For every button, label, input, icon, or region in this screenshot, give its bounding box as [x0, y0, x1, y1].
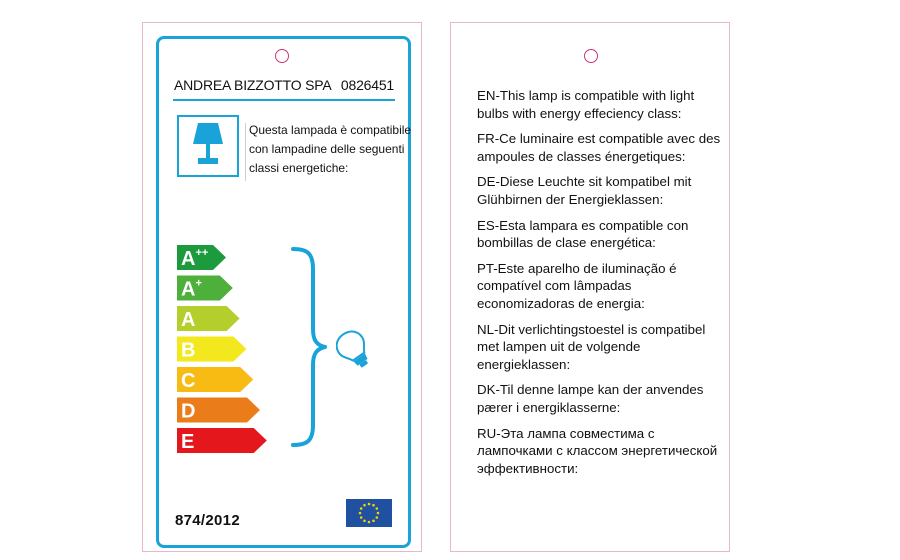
energy-class-label: D	[181, 400, 196, 423]
statement-dk: DK-Til denne lampe kan der anvendes pærer i energiklasserne:	[477, 382, 704, 415]
energy-class-label: A	[181, 309, 196, 331]
statement-ru: RU-Эта лампа совместима с лампочками с классом энергетической эффективности:	[477, 425, 718, 476]
energy-class-label: A++	[181, 247, 209, 270]
statement-de: DE-Diese Leuchte sit kompatibel mit Glühbirnen der Energieklassen:	[477, 174, 692, 207]
regulation-number: 874/2012	[175, 512, 240, 529]
compatibility-text: Questa lampada è compatibile con lampadine delle seguenti classi energetiche:	[249, 123, 412, 175]
energy-class-arrow	[177, 367, 253, 392]
eu-flag-icon	[346, 499, 392, 527]
statement-nl: NL-Dit verlichtingstoestel is compatibel met lampen uit de volgende energieklassen:	[477, 321, 706, 372]
header-divider	[173, 99, 395, 101]
energy-class-arrow	[177, 428, 267, 453]
bracket-icon	[289, 245, 329, 454]
energy-class-arrow	[177, 306, 240, 331]
energy-class-arrow	[177, 276, 233, 301]
energy-class-label: E	[181, 431, 195, 453]
light-bulb-icon	[336, 328, 372, 377]
energy-class-scale	[177, 245, 297, 455]
energy-class-arrow	[177, 337, 246, 362]
energy-class-label: A+	[181, 277, 202, 301]
energy-class-arrow	[177, 245, 226, 270]
translations-card	[450, 22, 730, 552]
lamp-icon	[177, 115, 239, 177]
statement-es: ES-Esta lampara es compatible con bombillas de clase energética:	[477, 217, 689, 251]
energy-class-label: C	[181, 370, 196, 392]
statement-fr: FR-Ce luminaire est compatible avec des ampoules de classes énergetiques:	[477, 131, 721, 164]
energy-class-arrow	[177, 398, 260, 423]
hang-hole	[584, 49, 598, 63]
statement-pt: PT-Este aparelho de iluminação é compatível com lâmpadas economizadoras de energia:	[477, 260, 677, 311]
energy-label-card	[142, 22, 422, 552]
statement-en: EN-This lamp is compatible with light bulbs with energy effeciency class:	[477, 88, 695, 121]
label-header	[174, 75, 394, 95]
company-name: ANDREA BIZZOTTO SPA	[174, 77, 332, 93]
product-code: 0826451	[340, 77, 394, 93]
energy-class-label: B	[181, 339, 196, 362]
translation-list	[477, 87, 727, 485]
